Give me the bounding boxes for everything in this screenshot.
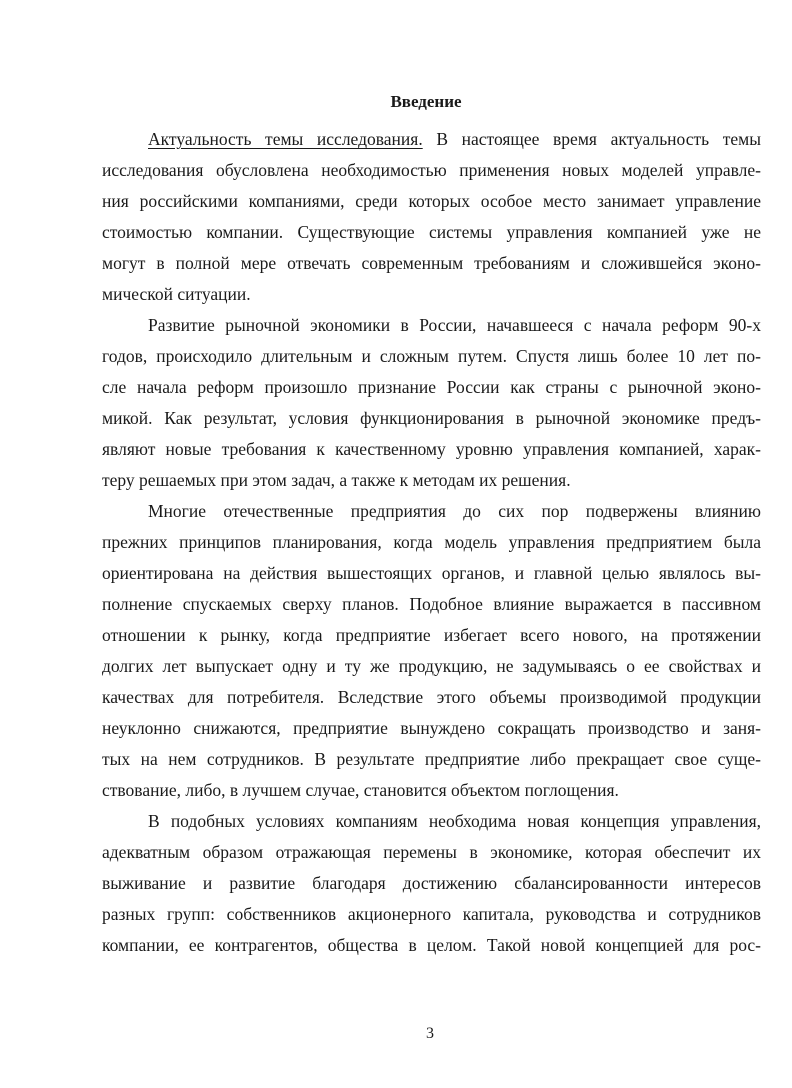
paragraph-line: полнение спускаемых сверху планов. Подобное влияние выражается в пассивном — [102, 594, 761, 614]
paragraph-line — [148, 128, 761, 150]
paragraph-line: адекватным образом отражающая перемены в экономике, которая обеспечит их — [102, 842, 761, 862]
paragraph-line: стоимостью компании. Существующие системы управления компанией уже не — [102, 222, 761, 242]
paragraph-line: теру решаемых при этом задач, а также к методам их решения. — [102, 470, 571, 490]
paragraph-line: ориентирована на действия вышестоящих органов, и главной целью являлось вы- — [102, 563, 761, 583]
paragraph-line: мической ситуации. — [102, 284, 251, 304]
paragraph-line: неуклонно снижаются, предприятие вынуждено сокращать производство и заня- — [102, 718, 761, 738]
paragraph-line: годов, происходило длительным и сложным путем. Спустя лишь более 10 лет по- — [102, 346, 761, 366]
paragraph-line: являют новые требования к качественному уровню управления компанией, харак- — [102, 439, 761, 459]
paragraph-line: В подобных условиях компаниям необходима новая концепция управления, — [148, 811, 761, 831]
paragraph-line: компании, ее контрагентов, общества в целом. Такой новой концепцией для рос- — [102, 935, 761, 955]
paragraph-line: исследования обусловлена необходимостью применения новых моделей управле- — [102, 160, 761, 180]
paragraph-line: долгих лет выпускает одну и ту же продукцию, не задумываясь о ее свойствах и — [102, 656, 761, 676]
paragraph-line: могут в полной мере отвечать современным требованиям и сложившейся эконо- — [102, 253, 761, 273]
paragraph-line: отношении к рынку, когда предприятие избегает всего нового, на протяжении — [102, 625, 761, 645]
paragraph-line: тых на нем сотрудников. В результате предприятие либо прекращает свое суще- — [102, 749, 761, 769]
paragraph-line: прежних принципов планирования, когда модель управления предприятием была — [102, 532, 761, 552]
paragraph-line: ния российскими компаниями, среди которых особое место занимает управление — [102, 191, 761, 211]
topic-label: Актуальность темы исследования. — [148, 129, 423, 149]
paragraph-line: Развитие рыночной экономики в России, начавшееся с начала реформ 90-х — [148, 315, 761, 335]
page-number: 3 — [426, 1025, 434, 1042]
paragraph-line: микой. Как результат, условия функционирования в рыночной экономике предъ- — [102, 408, 761, 428]
paragraph-line: качествах для потребителя. Вследствие этого объемы производимой продукции — [102, 687, 761, 707]
paragraph-line: разных групп: собственников акционерного капитала, руководства и сотрудников — [102, 904, 761, 924]
paragraph-line: выживание и развитие благодаря достижению сбалансированности интересов — [102, 873, 761, 893]
paragraph-line: сле начала реформ произошло признание России как страны с рыночной эконо- — [102, 377, 761, 397]
page-title: Введение — [390, 92, 462, 111]
topic-line-rest: В настоящее время актуальность темы — [422, 129, 761, 149]
paragraph-line: ствование, либо, в лучшем случае, становится объектом поглощения. — [102, 780, 619, 800]
paragraph-line: Многие отечественные предприятия до сих пор подвержены влиянию — [148, 501, 761, 521]
